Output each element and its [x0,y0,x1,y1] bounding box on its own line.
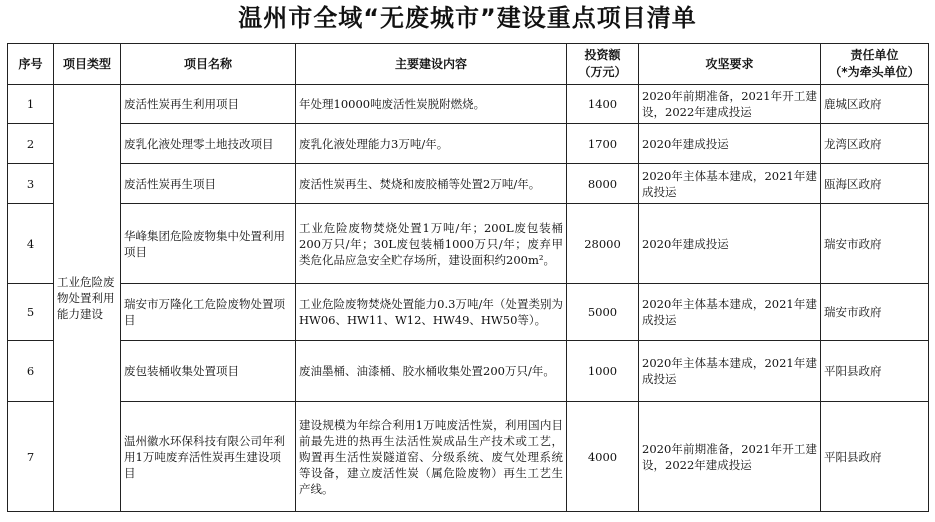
row-investment: 1700 [567,124,639,164]
row-seq: 7 [8,402,54,512]
table-row [8,284,929,341]
document-title: 温州市全域“无废城市”建设重点项目清单 [238,4,697,32]
row-content: 建设规模为年综合利用1万吨废活性炭，利用国内目前最先进的热再生法活性炭成品生产技术或工艺，购置再生活性炭隧道窑、分级系统、废气处理系统等设备，建立废活性炭（属危险废物）再生工艺生产线。 [296,402,567,512]
table-row [8,341,929,402]
row-requirement: 2020年主体基本建成，2021年建成投运 [639,164,821,204]
table-row [8,164,929,204]
row-investment: 1400 [567,85,639,124]
project-table [7,43,929,512]
row-project-name: 废乳化液处理零土地技改项目 [121,124,296,164]
header-investment-line1: 投资额 [584,48,621,62]
row-seq: 4 [8,204,54,284]
row-seq: 5 [8,284,54,341]
row-responsible-unit: 平阳县政府 [821,341,929,402]
row-investment: 1000 [567,341,639,402]
row-responsible-unit: 龙湾区政府 [821,124,929,164]
row-content: 工业危险废物焚烧处置能力0.3万吨/年（处置类别为HW06、HW11、W12、HW49、HW50等）。 [296,284,567,341]
row-investment: 28000 [567,204,639,284]
row-responsible-unit: 瑞安市政府 [821,284,929,341]
table-row [8,402,929,512]
row-requirement: 2020年前期准备，2021年开工建设，2022年建成投运 [639,85,821,124]
row-investment: 8000 [567,164,639,204]
row-responsible-unit: 鹿城区政府 [821,85,929,124]
header-seq: 序号 [8,44,54,85]
project-type-cell: 工业危险废物处置利用能力建设 [54,85,121,512]
header-main-content: 主要建设内容 [296,44,567,85]
row-requirement: 2020年前期准备，2021年开工建设，2022年建成投运 [639,402,821,512]
row-investment: 5000 [567,284,639,341]
row-responsible-unit: 瓯海区政府 [821,164,929,204]
header-responsible-unit [821,44,929,85]
row-project-name: 废包装桶收集处置项目 [121,341,296,402]
row-project-name: 废活性炭再生利用项目 [121,85,296,124]
row-project-name: 华峰集团危险废物集中处置利用项目 [121,204,296,284]
row-content: 废活性炭再生、焚烧和废胶桶等处置2万吨/年。 [296,164,567,204]
header-unit-line2: （*为牵头单位） [829,65,920,79]
row-content: 废油墨桶、油漆桶、胶水桶收集处置200万只/年。 [296,341,567,402]
row-project-name: 废活性炭再生项目 [121,164,296,204]
header-project-name: 项目名称 [121,44,296,85]
row-content: 工业危险废物焚烧处置1万吨/年；200L废包装桶200万只/年；30L废包装桶1000万只/年；废弃甲类危化品应急安全贮存场所，建设面积约200m²。 [296,204,567,284]
row-investment: 4000 [567,402,639,512]
header-unit-line1: 责任单位 [850,48,899,62]
row-requirement: 2020年主体基本建成，2021年建成投运 [639,341,821,402]
row-project-name: 瑞安市万隆化工危险废物处置项目 [121,284,296,341]
row-seq: 1 [8,85,54,124]
row-content: 年处理10000吨废活性炭脱附燃烧。 [296,85,567,124]
row-responsible-unit: 瑞安市政府 [821,204,929,284]
header-investment [567,44,639,85]
row-seq: 6 [8,341,54,402]
row-seq: 2 [8,124,54,164]
row-seq: 3 [8,164,54,204]
row-requirement: 2020年建成投运 [639,124,821,164]
table-row [8,204,929,284]
row-project-name: 温州徽水环保科技有限公司年利用1万吨废弃活性炭再生建设项目 [121,402,296,512]
row-requirement: 2020年建成投运 [639,204,821,284]
table-row [8,124,929,164]
header-requirement: 攻坚要求 [639,44,821,85]
header-investment-line2: （万元） [578,65,627,79]
row-content: 废乳化液处理能力3万吨/年。 [296,124,567,164]
row-responsible-unit: 平阳县政府 [821,402,929,512]
row-requirement: 2020年主体基本建成，2021年建成投运 [639,284,821,341]
header-row [8,44,929,85]
header-project-type: 项目类型 [54,44,121,85]
table-row [8,85,929,124]
